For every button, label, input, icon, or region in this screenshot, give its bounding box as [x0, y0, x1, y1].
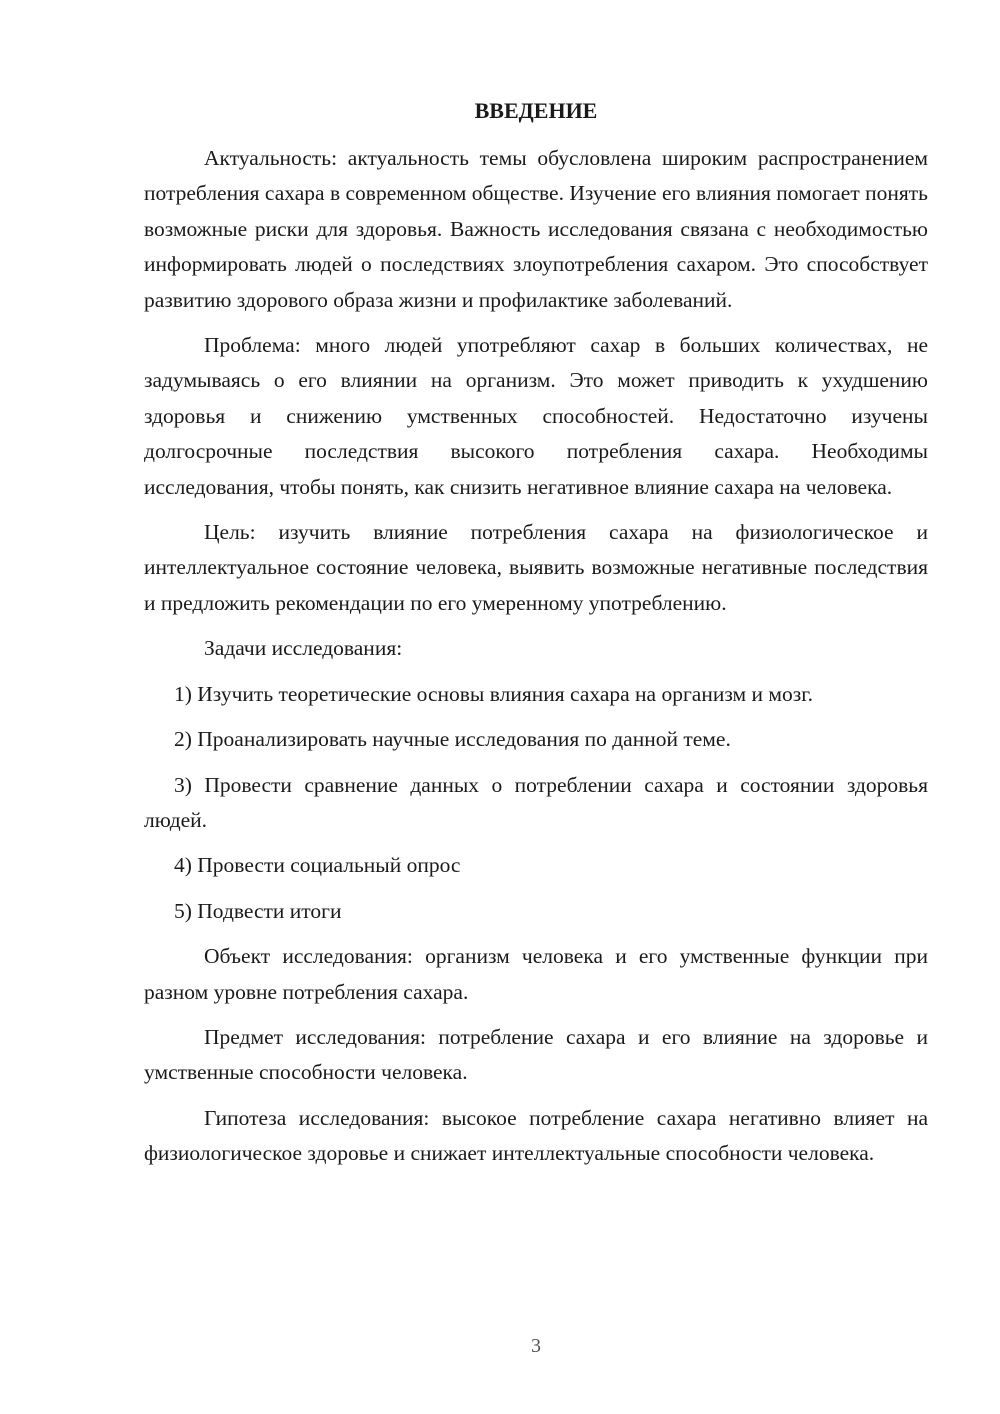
- problem-paragraph: Проблема: много людей употребляют сахар в больших количествах, не задумываясь о его влиянии на организм. Это может приводить к ухудшению здоровья и снижению умственных способностей. Недостаточно изучены долгосрочные последствия высокого потребления сахара. Необходимы исследования, чтобы понять, как снизить негативное влияние сахара на человека.: [144, 333, 928, 499]
- relevance-paragraph: Актуальность: актуальность темы обусловлена широким распространением потребления сахара в современном обществе. Изучение его влияния помогает понять возможные риски для здоровья. Важность исследования связана с необходимостью информировать людей о последствиях злоупотребления сахаром. Это способствует развитию здорового образа жизни и профилактике заболеваний.: [144, 146, 928, 312]
- task-item-3: 3) Провести сравнение данных о потреблении сахара и состоянии здоровья людей.: [144, 772, 928, 832]
- task-item-1: 1) Изучить теоретические основы влияния сахара на организм и мозг.: [174, 681, 813, 706]
- task-item-4: 4) Провести социальный опрос: [174, 853, 461, 878]
- subject-paragraph: Предмет исследования: потребление сахара и его влияние на здоровье и умственные способности человека.: [144, 1024, 928, 1085]
- object-paragraph: Объект исследования: организм человека и его умственные функции при разном уровне потребления сахара.: [144, 944, 928, 1004]
- tasks-heading: Задачи исследования:: [204, 636, 403, 661]
- document-page: [144, 0, 928, 1414]
- hypothesis-paragraph: Гипотеза исследования: высокое потребление сахара негативно влияет на физиологическое здоровье и снижает интеллектуальные способности человека.: [144, 1105, 928, 1166]
- document-body: [144, 141, 928, 1182]
- goal-paragraph: Цель: изучить влияние потребления сахара на физиологическое и интеллектуальное состояние человека, выявить возможные негативные последствия и предложить рекомендации по его умеренному употреблению.: [144, 520, 928, 615]
- page-number: 3: [531, 1335, 541, 1357]
- section-heading: ВВЕДЕНИЕ: [474, 98, 598, 123]
- task-item-2: 2) Проанализировать научные исследования по данной теме.: [174, 727, 731, 752]
- task-item-5: 5) Подвести итоги: [174, 898, 342, 923]
